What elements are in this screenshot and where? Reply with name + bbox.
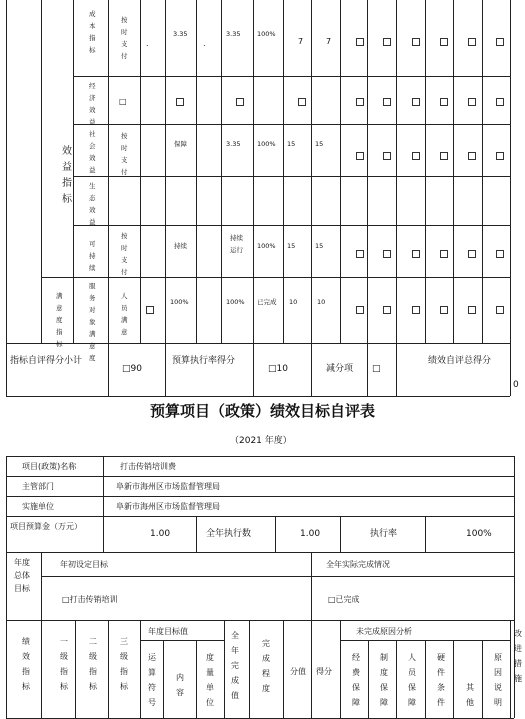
checkbox[interactable]: [356, 98, 364, 106]
checkbox[interactable]: [383, 152, 391, 160]
reason-fund-header: 经费保障: [352, 653, 360, 707]
satisfaction-v2: 100%: [226, 298, 245, 306]
dept-value: 阜新市海州区市场监督管理局: [116, 482, 220, 491]
goal-label: 年度总体目标: [14, 558, 30, 593]
checkbox[interactable]: [496, 98, 504, 106]
social-s1: 15: [287, 140, 296, 148]
checkbox[interactable]: [496, 250, 504, 258]
budget-label: 项目预算金（万元）: [10, 522, 82, 531]
total-score-value: 0: [513, 380, 519, 390]
checkbox[interactable]: [440, 306, 448, 314]
impl-label: 实施单位: [22, 502, 54, 511]
project-name-label: 项目(政策)名称: [22, 462, 77, 471]
checkbox[interactable]: [440, 152, 448, 160]
cost-indicator: 成本指标: [89, 10, 96, 54]
checkbox[interactable]: [298, 98, 306, 106]
checkbox[interactable]: [356, 152, 364, 160]
checkbox[interactable]: [496, 306, 504, 314]
checkbox[interactable]: [412, 38, 420, 46]
self-score-value: □90: [122, 364, 142, 374]
deduct-value: □: [372, 364, 381, 374]
cost-dot-b: .: [203, 39, 206, 48]
level1-header: 一级指标: [60, 637, 68, 691]
social-v2: 3.35: [226, 140, 241, 148]
checkbox[interactable]: [440, 38, 448, 46]
reason-hardware-header: 硬件条件: [437, 653, 445, 707]
checkbox[interactable]: [468, 38, 476, 46]
checkbox[interactable]: [356, 306, 364, 314]
deduct-label: 减分项: [326, 364, 354, 374]
checkbox[interactable]: [496, 38, 504, 46]
annual-header: 全年完成值: [231, 631, 239, 700]
budget-value: 1.00: [150, 529, 171, 539]
social-v3: 100%: [257, 140, 276, 148]
reason-other-header: 其他: [466, 683, 474, 707]
project-name-value: 打击传销培训费: [120, 462, 176, 471]
satisfaction-measure: 人员满意: [121, 292, 128, 336]
reason-explain-header: 原因说明: [494, 653, 502, 707]
perf-header: 绩效指标: [22, 637, 30, 691]
degree-header: 完成程度: [262, 639, 270, 693]
economic-indicator: 经济效益: [89, 82, 96, 126]
social-measure: 按时支付: [121, 132, 128, 176]
cost-v3: 100%: [257, 30, 276, 38]
self-score-label: 指标自评得分小计: [10, 356, 83, 366]
exec-amount-value: 1.00: [300, 529, 321, 539]
operator-header: 运算符号: [148, 653, 156, 707]
cost-v1: 3.35: [173, 30, 188, 38]
unit-header: 度量单位: [206, 653, 214, 707]
checkbox[interactable]: [383, 38, 391, 46]
cost-s1: 7: [298, 37, 304, 46]
satisfaction-s2: 10: [317, 298, 326, 306]
exec-rate-value: 100%: [466, 529, 492, 539]
satisfaction-s1: 10: [289, 298, 298, 306]
form-title: 预算项目（政策）绩效目标自评表: [149, 402, 375, 420]
satisfaction-indicator: 服务对象满意度: [89, 282, 96, 362]
target-group-header: 年度目标值: [148, 627, 188, 636]
satisfaction-v3: 已完成: [257, 298, 277, 306]
impl-value: 阜新市海州区市场监督管理局: [116, 502, 220, 511]
satisfaction-v1: 100%: [170, 298, 189, 306]
checkbox[interactable]: [412, 98, 420, 106]
sustain-v3: 100%: [257, 242, 276, 250]
checkbox[interactable]: [236, 98, 244, 106]
benefit-group-label: 效益指标: [62, 146, 72, 205]
goal-set-value: □打击传销培训: [62, 595, 118, 604]
checkbox[interactable]: [468, 306, 476, 314]
form-year: （2021 年度）: [230, 436, 292, 446]
satisfaction-group: 满意度指标: [56, 292, 63, 348]
content-header: 内容: [176, 673, 184, 697]
exec-amount-label: 全年执行数: [206, 529, 252, 539]
reason-system-header: 制度保障: [380, 653, 388, 707]
improve-header: 改进措施: [514, 629, 522, 683]
checkbox[interactable]: [412, 152, 420, 160]
checkbox[interactable]: [356, 38, 364, 46]
goal-actual-value: □已完成: [328, 595, 360, 604]
sustain-v2: 持续运行: [230, 234, 243, 254]
exec-rate-label: 执行率: [370, 529, 398, 539]
total-score-label: 绩效自评总得分: [428, 356, 492, 366]
exec-score-label: 预算执行率得分: [172, 356, 236, 366]
score-header: 得分: [316, 667, 332, 676]
checkbox[interactable]: [176, 98, 184, 106]
social-s2: 15: [315, 140, 324, 148]
sustain-s1: 15: [287, 242, 296, 250]
level2-header: 二级指标: [89, 637, 97, 691]
economic-mark: □: [119, 97, 127, 106]
weight-header: 分值: [290, 667, 306, 676]
social-v1: 保障: [174, 140, 187, 148]
checkbox[interactable]: [412, 306, 420, 314]
checkbox[interactable]: [468, 152, 476, 160]
checkbox[interactable]: [468, 250, 476, 258]
checkbox[interactable]: [356, 250, 364, 258]
checkbox[interactable]: [412, 250, 420, 258]
sustain-measure: 按时支付: [121, 232, 128, 276]
sustain-indicator: 可持续: [89, 240, 96, 272]
checkbox[interactable]: [440, 250, 448, 258]
checkbox[interactable]: [383, 306, 391, 314]
sustain-v1: 持续: [174, 242, 187, 250]
goal-actual-label: 全年实际完成情况: [326, 560, 390, 569]
checkbox[interactable]: [146, 306, 154, 314]
checkbox[interactable]: [440, 98, 448, 106]
checkbox[interactable]: [383, 98, 391, 106]
exec-score-value: □10: [268, 364, 288, 374]
level3-header: 三级指标: [120, 637, 128, 691]
cost-s2: 7: [326, 37, 332, 46]
reason-group-header: 未完成原因分析: [356, 627, 412, 636]
eco-indicator: 生态效益: [89, 182, 96, 226]
checkbox[interactable]: [383, 250, 391, 258]
cost-measure: 按时支付: [121, 16, 128, 60]
checkbox[interactable]: [496, 152, 504, 160]
cost-dot-a: .: [146, 39, 149, 48]
dept-label: 主管部门: [22, 482, 54, 491]
sustain-s2: 15: [315, 242, 324, 250]
social-indicator: 社会效益: [89, 130, 96, 174]
cost-v2: 3.35: [226, 30, 241, 38]
checkbox[interactable]: [468, 98, 476, 106]
reason-staff-header: 人员保障: [408, 653, 416, 707]
goal-set-label: 年初设定目标: [60, 560, 108, 569]
